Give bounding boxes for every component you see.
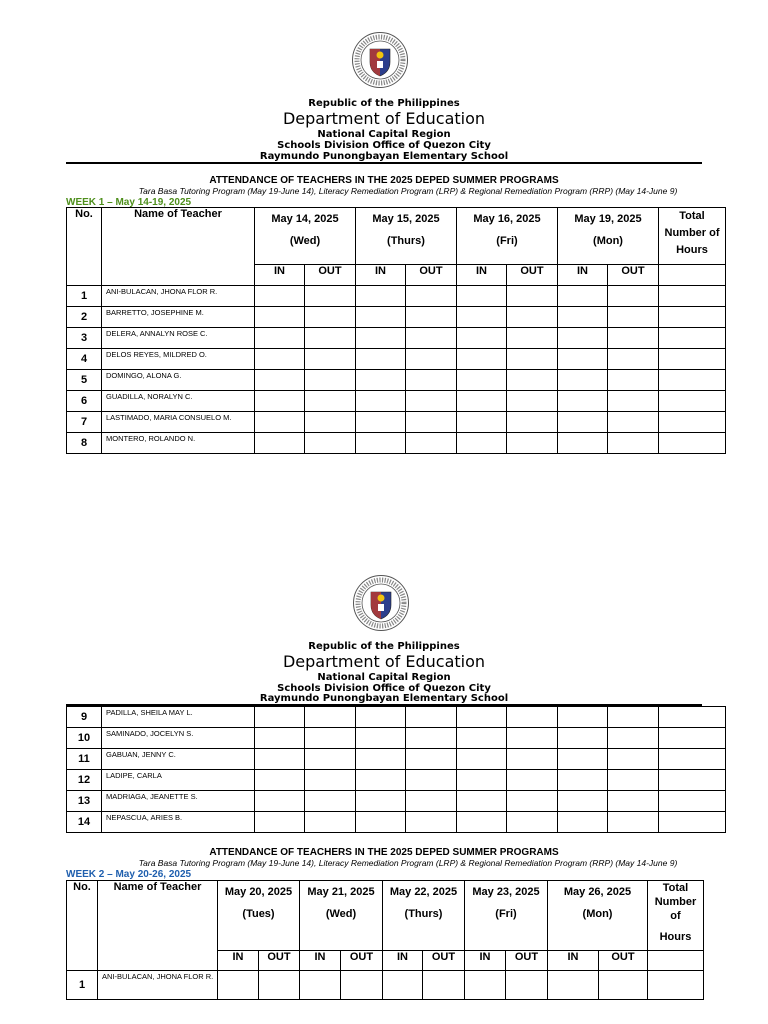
attendance-table-week-2 <box>66 880 704 1000</box>
time-entry-cell[interactable] <box>608 370 659 391</box>
row-number: 1 <box>67 286 102 307</box>
time-entry-cell[interactable] <box>356 770 406 791</box>
day-header: May 19, 2025 (Mon) <box>558 208 659 265</box>
time-entry-cell[interactable] <box>406 412 457 433</box>
time-entry-cell[interactable] <box>356 433 406 454</box>
time-entry-cell[interactable] <box>406 433 457 454</box>
time-entry-cell[interactable] <box>305 749 356 770</box>
time-entry-cell[interactable] <box>305 791 356 812</box>
in-header: IN <box>457 265 507 286</box>
time-entry-cell[interactable] <box>465 971 506 1000</box>
republic-text: Republic of the Philippines <box>308 641 460 652</box>
row-number: 12 <box>67 770 102 791</box>
time-entry-cell[interactable] <box>255 707 305 728</box>
teacher-name: GUADILLA, NORALYN C. <box>102 391 255 412</box>
time-entry-cell[interactable] <box>659 370 726 391</box>
day-header: May 21, 2025 (Wed) <box>300 881 383 951</box>
time-entry-cell[interactable] <box>255 307 305 328</box>
table-row <box>67 391 726 412</box>
time-entry-cell[interactable] <box>608 412 659 433</box>
table-row <box>67 749 726 770</box>
time-entry-cell[interactable] <box>255 412 305 433</box>
teacher-name: GABUAN, JENNY C. <box>102 749 255 770</box>
time-entry-cell[interactable] <box>457 328 507 349</box>
out-header: OUT <box>608 265 659 286</box>
attendance-table-week-1 <box>66 207 726 454</box>
time-entry-cell[interactable] <box>457 707 507 728</box>
time-entry-cell[interactable] <box>305 433 356 454</box>
time-entry-cell[interactable] <box>255 812 305 833</box>
day-header: May 16, 2025 (Fri) <box>457 208 558 265</box>
time-entry-cell[interactable] <box>305 391 356 412</box>
time-entry-cell[interactable] <box>300 971 341 1000</box>
teacher-name: LADIPE, CARLA <box>102 770 255 791</box>
department-title: Department of Education <box>282 652 486 671</box>
week-1-label: WEEK 1 – May 14-19, 2025 <box>66 197 192 208</box>
time-entry-cell[interactable] <box>305 307 356 328</box>
total-hours-header: Total Number of Hours <box>659 208 726 265</box>
document-title: ATTENDANCE OF TEACHERS IN THE 2025 DEPED SUMMER PROGRAMS <box>209 847 559 858</box>
row-number: 3 <box>67 328 102 349</box>
document-title: ATTENDANCE OF TEACHERS IN THE 2025 DEPED SUMMER PROGRAMS <box>209 175 559 186</box>
col-no-header: No. <box>67 881 98 971</box>
time-entry-cell[interactable] <box>558 433 608 454</box>
time-entry-cell[interactable] <box>406 370 457 391</box>
time-entry-cell[interactable] <box>406 749 457 770</box>
time-entry-cell[interactable] <box>406 707 457 728</box>
row-number: 8 <box>67 433 102 454</box>
out-header: OUT <box>507 265 558 286</box>
time-entry-cell[interactable] <box>305 812 356 833</box>
table-row <box>67 707 726 728</box>
teacher-name: DELERA, ANNALYN ROSE C. <box>102 328 255 349</box>
time-entry-cell[interactable] <box>659 286 726 307</box>
table-row <box>67 349 726 370</box>
teacher-name: MADRIAGA, JEANETTE S. <box>102 791 255 812</box>
teacher-name: SAMINADO, JOCELYN S. <box>102 728 255 749</box>
time-entry-cell[interactable] <box>507 433 558 454</box>
out-header: OUT <box>259 951 300 971</box>
row-number: 13 <box>67 791 102 812</box>
region-text: National Capital Region <box>317 129 451 140</box>
time-entry-cell[interactable] <box>356 412 406 433</box>
time-entry-cell[interactable] <box>659 728 726 749</box>
division-text: Schools Division Office of Quezon City <box>277 140 491 151</box>
time-entry-cell[interactable] <box>305 770 356 791</box>
row-number: 10 <box>67 728 102 749</box>
time-entry-cell[interactable] <box>356 286 406 307</box>
time-entry-cell[interactable] <box>356 391 406 412</box>
time-entry-cell[interactable] <box>406 770 457 791</box>
blank-cell <box>648 951 704 971</box>
time-entry-cell[interactable] <box>356 370 406 391</box>
time-entry-cell[interactable] <box>457 749 507 770</box>
time-entry-cell[interactable] <box>659 307 726 328</box>
time-entry-cell[interactable] <box>507 328 558 349</box>
time-entry-cell[interactable] <box>507 791 558 812</box>
time-entry-cell[interactable] <box>659 328 726 349</box>
time-entry-cell[interactable] <box>356 349 406 370</box>
table-row <box>67 307 726 328</box>
time-entry-cell[interactable] <box>548 971 599 1000</box>
row-number: 1 <box>67 971 98 1000</box>
time-entry-cell[interactable] <box>659 391 726 412</box>
time-entry-cell[interactable] <box>255 328 305 349</box>
time-entry-cell[interactable] <box>406 812 457 833</box>
day-header: May 15, 2025 (Thurs) <box>356 208 457 265</box>
time-entry-cell[interactable] <box>507 728 558 749</box>
time-entry-cell[interactable] <box>659 770 726 791</box>
time-entry-cell[interactable] <box>507 707 558 728</box>
time-entry-cell[interactable] <box>608 307 659 328</box>
in-header: IN <box>465 951 506 971</box>
time-entry-cell[interactable] <box>506 971 548 1000</box>
time-entry-cell[interactable] <box>406 349 457 370</box>
deped-seal-icon <box>352 574 410 632</box>
in-header: IN <box>558 265 608 286</box>
in-header: IN <box>255 265 305 286</box>
row-number: 5 <box>67 370 102 391</box>
row-number: 4 <box>67 349 102 370</box>
republic-text: Republic of the Philippines <box>308 98 460 109</box>
time-entry-cell[interactable] <box>305 286 356 307</box>
time-entry-cell[interactable] <box>457 307 507 328</box>
time-entry-cell[interactable] <box>558 412 608 433</box>
time-entry-cell[interactable] <box>558 812 608 833</box>
table-row <box>67 728 726 749</box>
time-entry-cell[interactable] <box>608 328 659 349</box>
time-entry-cell[interactable] <box>507 370 558 391</box>
attendance-table-continuation <box>66 706 726 833</box>
time-entry-cell[interactable] <box>659 349 726 370</box>
in-header: IN <box>300 951 341 971</box>
out-header: OUT <box>305 265 356 286</box>
out-header: OUT <box>341 951 383 971</box>
time-entry-cell[interactable] <box>255 728 305 749</box>
time-entry-cell[interactable] <box>659 749 726 770</box>
teacher-name: DELOS REYES, MILDRED O. <box>102 349 255 370</box>
time-entry-cell[interactable] <box>406 791 457 812</box>
time-entry-cell[interactable] <box>457 412 507 433</box>
region-text: National Capital Region <box>317 672 451 683</box>
time-entry-cell[interactable] <box>356 307 406 328</box>
time-entry-cell[interactable] <box>255 391 305 412</box>
time-entry-cell[interactable] <box>558 391 608 412</box>
time-entry-cell[interactable] <box>608 433 659 454</box>
time-entry-cell[interactable] <box>558 328 608 349</box>
division-text: Schools Division Office of Quezon City <box>277 683 491 694</box>
col-name-header: Name of Teacher <box>98 881 218 971</box>
time-entry-cell[interactable] <box>457 433 507 454</box>
time-entry-cell[interactable] <box>406 307 457 328</box>
out-header: OUT <box>506 951 548 971</box>
time-entry-cell[interactable] <box>608 349 659 370</box>
time-entry-cell[interactable] <box>659 791 726 812</box>
time-entry-cell[interactable] <box>356 791 406 812</box>
table-row <box>67 812 726 833</box>
table-row <box>67 412 726 433</box>
time-entry-cell[interactable] <box>406 728 457 749</box>
row-number: 7 <box>67 412 102 433</box>
time-entry-cell[interactable] <box>608 770 659 791</box>
table-row <box>67 328 726 349</box>
time-entry-cell[interactable] <box>507 812 558 833</box>
time-entry-cell[interactable] <box>218 971 259 1000</box>
time-entry-cell[interactable] <box>558 370 608 391</box>
time-entry-cell[interactable] <box>423 971 465 1000</box>
time-entry-cell[interactable] <box>341 971 383 1000</box>
day-header: May 22, 2025 (Thurs) <box>383 881 465 951</box>
row-number: 6 <box>67 391 102 412</box>
table-row <box>67 770 726 791</box>
teacher-name: ANI-BULACAN, JHONA FLOR R. <box>98 971 218 1000</box>
teacher-name: MONTERO, ROLANDO N. <box>102 433 255 454</box>
time-entry-cell[interactable] <box>608 286 659 307</box>
time-entry-cell[interactable] <box>558 707 608 728</box>
row-number: 14 <box>67 812 102 833</box>
teacher-name: PADILLA, SHEILA MAY L. <box>102 707 255 728</box>
time-entry-cell[interactable] <box>356 728 406 749</box>
time-entry-cell[interactable] <box>608 707 659 728</box>
out-header: OUT <box>423 951 465 971</box>
in-header: IN <box>218 951 259 971</box>
time-entry-cell[interactable] <box>457 812 507 833</box>
day-header: May 23, 2025 (Fri) <box>465 881 548 951</box>
header-divider <box>66 162 702 164</box>
time-entry-cell[interactable] <box>259 971 300 1000</box>
time-entry-cell[interactable] <box>457 770 507 791</box>
time-entry-cell[interactable] <box>305 412 356 433</box>
time-entry-cell[interactable] <box>608 749 659 770</box>
time-entry-cell[interactable] <box>356 812 406 833</box>
row-number: 11 <box>67 749 102 770</box>
time-entry-cell[interactable] <box>255 370 305 391</box>
time-entry-cell[interactable] <box>608 812 659 833</box>
table-row <box>67 370 726 391</box>
teacher-name: NEPASCUA, ARIES B. <box>102 812 255 833</box>
time-entry-cell[interactable] <box>659 433 726 454</box>
time-entry-cell[interactable] <box>507 286 558 307</box>
col-name-header: Name of Teacher <box>102 208 255 286</box>
in-header: IN <box>356 265 406 286</box>
time-entry-cell[interactable] <box>356 749 406 770</box>
teacher-name: ANI-BULACAN, JHONA FLOR R. <box>102 286 255 307</box>
day-header: May 14, 2025 (Wed) <box>255 208 356 265</box>
time-entry-cell[interactable] <box>608 791 659 812</box>
school-text: Raymundo Punongbayan Elementary School <box>259 693 509 704</box>
time-entry-cell[interactable] <box>356 328 406 349</box>
time-entry-cell[interactable] <box>305 328 356 349</box>
teacher-name: DOMINGO, ALONA G. <box>102 370 255 391</box>
time-entry-cell[interactable] <box>255 770 305 791</box>
day-header: May 20, 2025 (Tues) <box>218 881 300 951</box>
time-entry-cell[interactable] <box>255 749 305 770</box>
time-entry-cell[interactable] <box>507 412 558 433</box>
time-entry-cell[interactable] <box>457 286 507 307</box>
time-entry-cell[interactable] <box>558 286 608 307</box>
deped-seal-icon <box>351 31 409 89</box>
time-entry-cell[interactable] <box>558 770 608 791</box>
out-header: OUT <box>406 265 457 286</box>
time-entry-cell[interactable] <box>507 749 558 770</box>
time-entry-cell[interactable] <box>558 749 608 770</box>
time-entry-cell[interactable] <box>558 791 608 812</box>
col-no-header: No. <box>67 208 102 286</box>
week-2-label: WEEK 2 – May 20-26, 2025 <box>66 869 192 880</box>
time-entry-cell[interactable] <box>406 328 457 349</box>
out-header: OUT <box>599 951 648 971</box>
table-row <box>67 791 726 812</box>
document-subtitle: Tara Basa Tutoring Program (May 19-June 14), Literacy Remediation Program (LRP) & Regional Remediation Program (RRP) (May 14-June 9) <box>138 858 678 868</box>
in-header: IN <box>548 951 599 971</box>
school-text: Raymundo Punongbayan Elementary School <box>259 151 509 162</box>
time-entry-cell[interactable] <box>305 728 356 749</box>
time-entry-cell[interactable] <box>305 370 356 391</box>
time-entry-cell[interactable] <box>507 307 558 328</box>
time-entry-cell[interactable] <box>558 728 608 749</box>
table-row <box>67 971 704 1000</box>
time-entry-cell[interactable] <box>305 349 356 370</box>
time-entry-cell[interactable] <box>255 349 305 370</box>
table-row <box>67 286 726 307</box>
time-entry-cell[interactable] <box>599 971 648 1000</box>
department-title: Department of Education <box>282 109 486 128</box>
table-row <box>67 433 726 454</box>
time-entry-cell[interactable] <box>356 707 406 728</box>
day-header: May 26, 2025 (Mon) <box>548 881 648 951</box>
time-entry-cell[interactable] <box>608 391 659 412</box>
document-subtitle: Tara Basa Tutoring Program (May 19-June 14), Literacy Remediation Program (LRP) & Regional Remediation Program (RRP) (May 14-June 9) <box>138 186 678 196</box>
time-entry-cell[interactable] <box>305 707 356 728</box>
time-entry-cell[interactable] <box>659 412 726 433</box>
time-entry-cell[interactable] <box>457 370 507 391</box>
time-entry-cell[interactable] <box>659 707 726 728</box>
time-entry-cell[interactable] <box>255 286 305 307</box>
time-entry-cell[interactable] <box>255 433 305 454</box>
time-entry-cell[interactable] <box>457 728 507 749</box>
time-entry-cell[interactable] <box>558 349 608 370</box>
time-entry-cell[interactable] <box>507 391 558 412</box>
in-header: IN <box>383 951 423 971</box>
time-entry-cell[interactable] <box>507 770 558 791</box>
time-entry-cell[interactable] <box>457 791 507 812</box>
total-hours-header: Total Number of Hours <box>648 881 704 951</box>
teacher-name: LASTIMADO, MARIA CONSUELO M. <box>102 412 255 433</box>
row-number: 2 <box>67 307 102 328</box>
time-entry-cell[interactable] <box>457 391 507 412</box>
row-number: 9 <box>67 707 102 728</box>
time-entry-cell[interactable] <box>659 812 726 833</box>
time-entry-cell[interactable] <box>406 286 457 307</box>
time-entry-cell[interactable] <box>255 791 305 812</box>
time-entry-cell[interactable] <box>457 349 507 370</box>
time-entry-cell[interactable] <box>558 307 608 328</box>
time-entry-cell[interactable] <box>383 971 423 1000</box>
time-entry-cell[interactable] <box>406 391 457 412</box>
blank-cell <box>659 265 726 286</box>
time-entry-cell[interactable] <box>608 728 659 749</box>
teacher-name: BARRETTO, JOSEPHINE M. <box>102 307 255 328</box>
time-entry-cell[interactable] <box>507 349 558 370</box>
time-entry-cell[interactable] <box>648 971 704 1000</box>
